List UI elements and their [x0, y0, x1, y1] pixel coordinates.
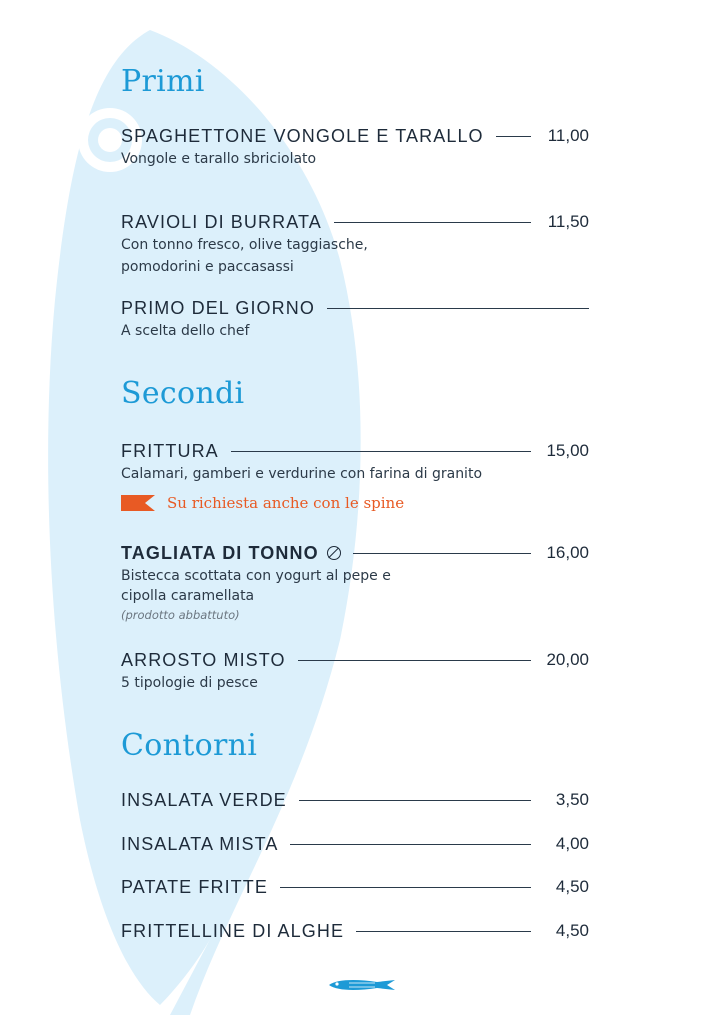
item-name: INSALATA MISTA [121, 833, 279, 854]
menu-item [121, 648, 589, 693]
item-price: 15,00 [546, 441, 589, 460]
gluten-free-icon [327, 546, 341, 560]
menu-item [121, 439, 589, 484]
item-name: ARROSTO MISTO [121, 649, 286, 670]
item-name: FRITTELLINE DI ALGHE [121, 920, 345, 941]
item-name: SPAGHETTONE VONGOLE E TARALLO [121, 125, 484, 146]
item-price: 4,00 [555, 834, 589, 853]
leader-line [327, 308, 589, 309]
item-price: 11,50 [547, 212, 589, 231]
menu-item [121, 210, 589, 277]
leader-line [298, 660, 531, 661]
item-description: cipolla caramellata [121, 588, 255, 604]
leader-line [280, 887, 531, 888]
item-name: TAGLIATA DI TONNO [121, 542, 319, 563]
leader-line [334, 222, 531, 223]
leader-line [290, 844, 531, 845]
special-request-text: Su richiesta anche con le spine [167, 494, 405, 512]
item-description: Vongole e tarallo sbriciolato [121, 151, 317, 167]
menu-item [121, 541, 589, 622]
special-request-note [121, 494, 404, 512]
item-price: 4,50 [555, 921, 589, 940]
item-price: 3,50 [555, 790, 589, 809]
item-description: Con tonno fresco, olive taggiasche, [121, 237, 368, 253]
flag-icon [121, 495, 155, 511]
item-price: 20,00 [546, 650, 589, 669]
item-description: 5 tipologie di pesce [121, 675, 258, 691]
menu-item [121, 124, 589, 169]
item-price: 4,50 [555, 877, 589, 896]
item-note: (prodotto abbattuto) [121, 608, 240, 622]
section-title-secondi: Secondi [121, 376, 245, 411]
leader-line [496, 136, 531, 137]
item-price: 11,00 [547, 126, 589, 145]
item-name: PRIMO DEL GIORNO [121, 297, 315, 318]
menu-item [121, 788, 589, 812]
item-description: A scelta dello chef [121, 323, 250, 339]
item-description: pomodorini e paccasassi [121, 259, 294, 275]
item-name: INSALATA VERDE [121, 789, 287, 810]
item-name: RAVIOLI DI BURRATA [121, 211, 322, 232]
fish-logo-icon [327, 978, 397, 992]
item-description: Calamari, gamberi e verdurine con farina di granito [121, 466, 483, 482]
menu-item [121, 832, 589, 856]
menu-item [121, 296, 589, 341]
leader-line [353, 553, 531, 554]
leader-line [299, 800, 531, 801]
item-price: 16,00 [546, 543, 589, 562]
menu-item [121, 875, 589, 899]
item-description: Bistecca scottata con yogurt al pepe e [121, 568, 391, 584]
item-name: PATATE FRITTE [121, 876, 268, 897]
item-name: FRITTURA [121, 440, 219, 461]
section-title-contorni: Contorni [121, 728, 258, 763]
section-title-primi: Primi [121, 64, 205, 99]
menu-item [121, 919, 589, 943]
leader-line [231, 451, 531, 452]
leader-line [356, 931, 531, 932]
